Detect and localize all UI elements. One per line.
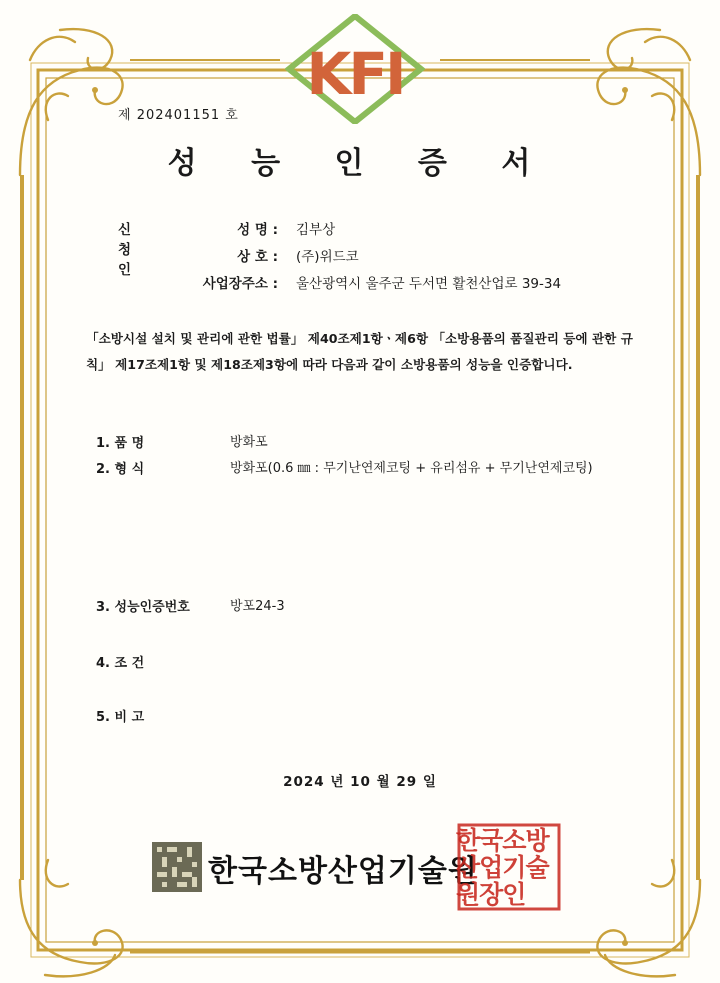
item-label: 2. 형 식 [96,462,145,477]
company-value: (주)위드코 [296,249,359,265]
item-value: 방화포 [230,435,268,450]
address-value: 울산광역시 울주군 두서면 활천산업로 39-34 [296,276,562,292]
certificate-number: 제 202401151 호 [118,108,239,123]
applicant-heading: 신청인 [118,222,132,278]
kfi-logo [285,14,425,124]
issuer-name: 한국소방산업기술원 [208,854,478,889]
certification-statement: 「소방시설 설치 및 관리에 관한 법률」 제40조제1항ㆍ제6항 「소방용품의 품질관리 등에 관한 규칙」 제17조제1항 및 제18조제3항에 따라 다음과 같이 소방용품의 성능을 인증합니다. [86,331,633,372]
seal-text: 한국소방산업기술원장인 [456,825,549,909]
name-label: 성 명 : [237,222,278,238]
item-label: 3. 성능인증번호 [96,600,190,615]
official-seal [456,822,562,912]
certificate-title: 성 능 인 증 서 [167,146,553,181]
logo-text: KFI [306,40,404,108]
company-label: 상 호 : [237,249,278,265]
qr-code-icon [152,842,202,892]
item-value: 방화포(0.6 ㎜ : 무기난연제코팅 + 유리섬유 + 무기난연제코팅) [230,461,593,476]
item-label: 1. 품 명 [96,436,145,451]
item-label: 4. 조 건 [96,656,145,671]
item-value: 방포24-3 [230,599,285,614]
issue-date: 2024 년 10 월 29 일 [283,774,437,790]
address-label: 사업장주소 : [202,276,278,292]
item-label: 5. 비 고 [96,710,145,725]
name-value: 김부상 [296,222,336,238]
